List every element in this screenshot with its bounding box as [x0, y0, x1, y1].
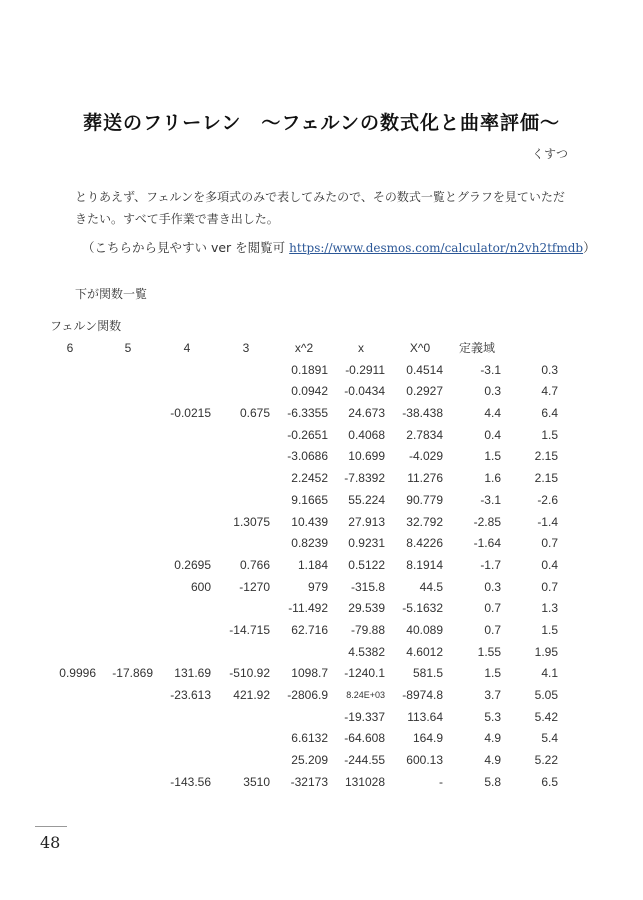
table-cell: -1240.1	[344, 666, 385, 681]
table-row	[0, 468, 643, 490]
author-name: くすつ	[531, 147, 568, 161]
table-cell: 6.4	[541, 406, 558, 421]
table-cell: 55.224	[348, 492, 385, 507]
table-cell: 5.8	[484, 774, 501, 789]
table-cell: -1.64	[473, 536, 501, 551]
table-cell: -1270	[239, 579, 270, 594]
table-cell: 44.5	[419, 579, 443, 594]
table-row	[0, 360, 643, 382]
link-suffix: ）	[583, 240, 596, 255]
table-cell: -17.869	[112, 666, 153, 681]
table-cell: 2.15	[534, 449, 558, 464]
table-cell: 0.5122	[348, 557, 385, 572]
table-cell: 29.539	[348, 601, 385, 616]
table-cell: -38.438	[402, 406, 443, 421]
page-number: 48	[40, 833, 61, 852]
table-cell: 0.7	[484, 622, 501, 637]
table-cell: 0.4514	[406, 362, 443, 377]
table-header-cell: x	[358, 341, 364, 355]
table-cell: 0.3	[484, 384, 501, 399]
table-cell: 131028	[344, 774, 385, 789]
table-row	[0, 772, 643, 794]
table-cell: 5.4	[541, 731, 558, 746]
table-cell: -11.492	[288, 601, 328, 616]
table-row	[0, 490, 643, 512]
section-label: 下が関数一覧	[75, 287, 148, 301]
function-table	[0, 338, 643, 793]
table-cell: 9.1665	[291, 492, 328, 507]
table-header-cell: 3	[242, 341, 250, 355]
table-cell: -0.2911	[345, 362, 385, 377]
table-cell: -1.7	[480, 557, 501, 572]
table-row	[0, 425, 643, 447]
table-cell: 1.5	[484, 666, 501, 681]
table-cell: 164.9	[412, 731, 443, 746]
link-line	[82, 238, 596, 256]
table-row	[0, 512, 643, 534]
table-cell: 0.7	[541, 579, 558, 594]
table-cell: 0.675	[239, 406, 270, 421]
table-cell: 0.4068	[348, 427, 385, 442]
table-cell: 27.913	[348, 514, 385, 529]
table-cell: 0.3	[541, 362, 558, 377]
table-cell: 62.716	[291, 622, 328, 637]
table-cell: 10.439	[291, 514, 328, 529]
intro-paragraph: とりあえず、フェルンを多項式のみで表してみたので、その数式一覧とグラフを見ていただきたい。すべて手作業で書き出した。	[75, 190, 565, 226]
table-row	[0, 381, 643, 403]
table-cell: -0.0434	[344, 384, 385, 399]
table-cell: 1.6	[484, 471, 501, 486]
table-cell: 25.209	[291, 753, 328, 768]
table-cell: 90.779	[406, 492, 443, 507]
table-cell: 5.22	[534, 753, 558, 768]
table-row	[0, 446, 643, 468]
table-cell: -3.0686	[287, 449, 328, 464]
table-cell: 600	[190, 579, 211, 594]
table-cell: 1.55	[477, 644, 501, 659]
table-header-cell: x^2	[294, 341, 314, 355]
table-cell: 1.3	[541, 601, 558, 616]
table-cell: -19.337	[344, 709, 385, 724]
table-cell: -0.0215	[170, 406, 211, 421]
table-cell: 2.2452	[291, 471, 328, 486]
table-cell: 6.6132	[291, 731, 328, 746]
table-cell: 979	[307, 579, 328, 594]
table-cell: -23.613	[170, 688, 211, 702]
table-cell: -0.2651	[287, 427, 328, 442]
table-cell: 421.92	[233, 688, 270, 702]
link-prefix: （こちらから見やすい ver を閲覧可	[82, 240, 290, 255]
table-cell: 113.64	[407, 709, 443, 724]
table-cell: 5.42	[534, 709, 558, 724]
table-header-cell: 4	[183, 341, 191, 355]
table-cell: 1.184	[297, 557, 328, 572]
table-cell: 5.05	[534, 688, 558, 702]
table-cell: -2806.9	[287, 688, 328, 702]
table-cell: 4.9	[484, 753, 501, 768]
table-cell: 0.2695	[174, 557, 211, 572]
table-cell: -143.56	[170, 774, 211, 789]
table-cell: 0.2927	[406, 384, 443, 399]
table-cell: -4.029	[408, 449, 443, 464]
table-cell: 1098.7	[291, 666, 328, 681]
table-cell: 1.5	[541, 427, 558, 442]
table-cell: 0.7	[541, 536, 558, 551]
table-cell: 5.3	[484, 709, 501, 724]
table-cell: -5.1632	[402, 601, 443, 616]
table-cell: 0.1891	[291, 362, 328, 377]
table-cell: 0.0942	[291, 384, 328, 399]
desmos-link[interactable]: https://www.desmos.com/calculator/n2vh2tfmdb	[289, 241, 584, 255]
table-row	[0, 598, 643, 620]
table-row	[0, 685, 643, 707]
table-row	[0, 728, 643, 750]
table-header-cell: 6	[66, 341, 74, 355]
table-row	[0, 707, 643, 729]
table-cell: -32173	[290, 774, 328, 789]
table-row	[0, 642, 643, 664]
table-cell: 4.5382	[348, 644, 385, 659]
table-row	[0, 663, 643, 685]
table-cell: 0.4	[541, 557, 558, 572]
table-cell: 581.5	[412, 666, 443, 681]
table-header-cell: 5	[124, 341, 132, 355]
table-cell: 8.24E+03	[346, 690, 385, 700]
table-row	[0, 555, 643, 577]
table-row	[0, 533, 643, 555]
table-cell: 0.7	[484, 601, 501, 616]
table-cell: 4.4	[484, 406, 501, 421]
table-cell: -79.88	[350, 622, 385, 637]
table-cell: 6.5	[541, 774, 558, 789]
table-cell: 0.9996	[59, 666, 96, 681]
table-cell: 4.1	[541, 666, 558, 681]
table-cell: 0.8239	[291, 536, 328, 551]
table-cell: -	[439, 774, 443, 789]
table-row	[0, 750, 643, 772]
table-cell: -315.8	[350, 579, 385, 594]
table-cell: 1.5	[484, 449, 501, 464]
table-cell: 11.276	[407, 471, 443, 486]
table-cell: -2.85	[473, 514, 501, 529]
table-cell: 3.7	[484, 688, 501, 702]
table-cell: 40.089	[406, 622, 443, 637]
table-cell: 0.766	[239, 557, 270, 572]
table-cell: 1.3075	[233, 514, 270, 529]
table-cell: -244.55	[344, 753, 385, 768]
table-cell: 4.9	[484, 731, 501, 746]
table-cell: 0.3	[484, 579, 501, 594]
table-header-cell: X^0	[409, 341, 431, 355]
table-cell: -3.1	[480, 492, 501, 507]
table-cell: -6.3355	[287, 406, 328, 421]
table-cell: 0.9231	[348, 536, 385, 551]
table-cell: 8.1914	[406, 557, 443, 572]
table-header-row	[0, 338, 643, 360]
table-cell: -14.715	[229, 622, 270, 637]
table-cell: 0.4	[484, 427, 501, 442]
table-header-cell: 定義域	[458, 341, 495, 355]
table-cell: 1.95	[534, 644, 558, 659]
table-row	[0, 620, 643, 642]
table-cell: -510.92	[229, 666, 270, 681]
table-cell: -1.4	[537, 514, 558, 529]
page-title: 葬送のフリーレン ～フェルンの数式化と曲率評価～	[83, 112, 560, 134]
table-cell: 131.69	[174, 666, 211, 681]
table-row	[0, 403, 643, 425]
table-cell: -7.8392	[344, 471, 385, 486]
table-cell: -3.1	[480, 362, 501, 377]
table-cell: 3510	[243, 774, 270, 789]
table-row	[0, 577, 643, 599]
table-cell: 2.15	[534, 471, 558, 486]
table-cell: 2.7834	[406, 427, 443, 442]
table-cell: 600.13	[406, 753, 443, 768]
table-cell: 1.5	[541, 622, 558, 637]
footer-rule	[35, 826, 67, 827]
table-header-cell	[495, 338, 575, 360]
table-cell: 32.792	[406, 514, 443, 529]
table-cell: -2.6	[537, 492, 558, 507]
table-cell: 8.4226	[406, 536, 443, 551]
table-cell: 24.673	[348, 406, 385, 421]
table-title: フェルン関数	[50, 319, 122, 333]
table-cell: -8974.8	[402, 688, 443, 702]
table-cell: 10.699	[348, 449, 385, 464]
table-cell: -64.608	[344, 731, 385, 746]
table-cell: 4.6012	[406, 644, 443, 659]
table-cell: 4.7	[541, 384, 558, 399]
